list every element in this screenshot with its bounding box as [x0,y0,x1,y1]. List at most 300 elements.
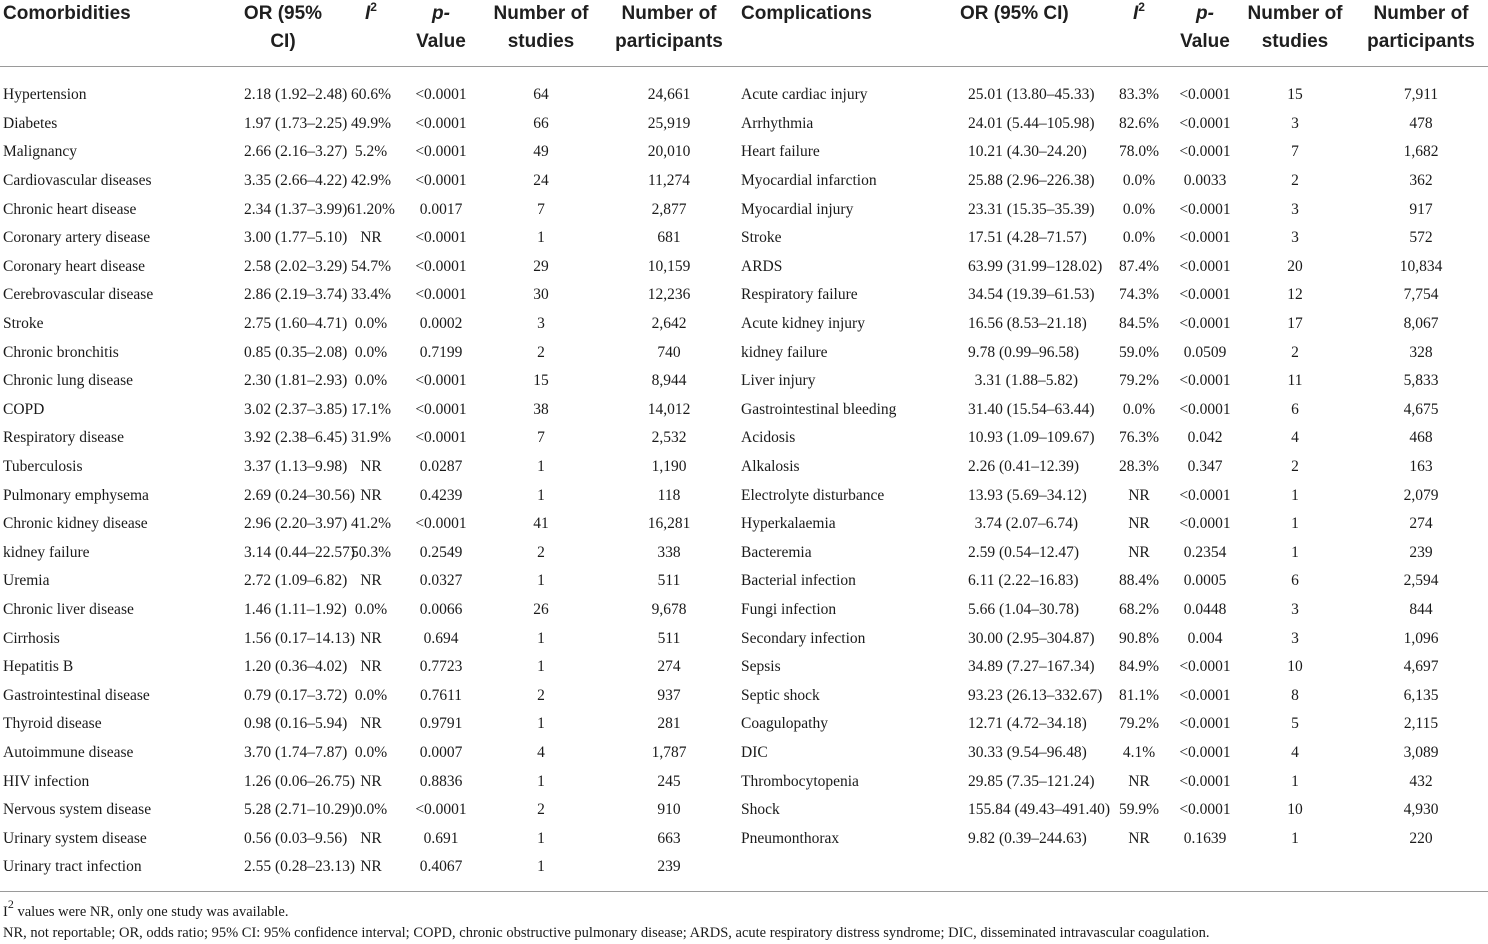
comorbidity-studies: 2 [537,801,545,819]
table-row [0,367,1488,396]
complication-studies: 15 [1287,86,1303,104]
table-row [0,424,1488,453]
comorbidity-or-ci: 0.79 (0.17–3.72) [244,686,348,704]
complication-or-ci: 2.26 (0.41–12.39) [968,458,1080,476]
complication-or-ci [968,853,1084,882]
complication-name: Alkalosis [741,458,800,476]
comorbidity-or-ci: 2.66 (2.16–3.27) [244,143,348,161]
comorbidity-p-value: <0.0001 [415,143,467,161]
comorbidity-name: HIV infection [3,772,90,790]
complication-p-value: <0.0001 [1179,658,1231,676]
comorbidity-name: Coronary artery disease [3,229,151,247]
complication-name: Hyperkalaemia [741,515,836,533]
comorbidity-or-ci: 0.85 (0.35–2.08) [244,343,348,361]
complication-name: Myocardial injury [741,200,854,218]
comorbidity-name: Stroke [3,315,44,333]
comorbidity-name: Tuberculosis [3,458,83,476]
comorbidity-studies: 38 [533,400,549,418]
complication-p-value: 0.0033 [1183,172,1227,190]
complication-name: Electrolyte disturbance [741,486,885,504]
complication-or-ci: 24.01 (5.44–105.98) [968,114,1095,132]
complication-p-value: 0.004 [1187,629,1223,647]
comorbidity-i2: 0.0% [354,801,388,819]
comorbidity-participants: 910 [657,801,681,819]
complication-i2: 0.0% [1122,200,1156,218]
complication-name: Stroke [741,229,782,247]
comorbidity-i2: 0.0% [354,315,388,333]
header-studies-left-line1: Number of [493,3,589,24]
complication-name: kidney failure [741,343,828,361]
comorbidity-name: Urinary system disease [3,829,147,847]
complication-studies: 10 [1287,658,1303,676]
complication-or-ci: 9.82 (0.39–244.63) [968,829,1087,847]
comorbidity-p-value: 0.7199 [419,343,463,361]
complication-p-value: <0.0001 [1179,114,1231,132]
comorbidity-p-value: 0.0327 [419,572,463,590]
table-row [0,110,1488,139]
complication-studies: 1 [1291,515,1299,533]
complication-p-value: <0.0001 [1179,286,1231,304]
table-row [0,681,1488,710]
comorbidity-participants: 25,919 [647,114,691,132]
complication-i2: 78.0% [1118,143,1160,161]
complication-studies: 2 [1291,172,1299,190]
table-row [0,710,1488,739]
header-studies-right [1236,0,1354,67]
complication-studies: 1 [1291,543,1299,561]
complication-name: ARDS [741,257,783,275]
comorbidity-name: Cerebrovascular disease [3,286,154,304]
comorbidity-i2: NR [360,772,382,790]
header-p-value-right [1164,0,1236,67]
comorbidity-name: Chronic liver disease [3,600,134,618]
table-row [0,195,1488,224]
complication-name: Liver injury [741,372,816,390]
comorbidity-participants: 12,236 [647,286,691,304]
table-row [0,853,1488,882]
complication-name: Pneumonthorax [741,829,840,847]
footnote-abbreviations: NR, not reportable; OR, odds ratio; 95% CI: 95% confidence interval; COPD, chronic obstructive pulmonary disease; ARDS, acute respiratory distress syndrome; DIC, disseminated intravascular coagulation. [3,925,1210,941]
comorbidity-or-ci: 3.70 (1.74–7.87) [244,743,348,761]
comorbidity-or-ci: 3.00 (1.77–5.10) [244,229,348,247]
header-p-value-left [406,0,476,67]
complication-i2: 0.0% [1122,400,1156,418]
comorbidity-name: Urinary tract infection [3,858,142,876]
comorbidity-i2: 61.20% [347,200,395,218]
complication-i2: NR [1128,543,1150,561]
comorbidity-participants: 740 [657,343,681,361]
complication-p-value: <0.0001 [1179,200,1231,218]
complication-p-value: <0.0001 [1179,372,1231,390]
complication-participants: 362 [1409,172,1433,190]
complication-name: Thrombocytopenia [741,772,859,790]
comorbidity-or-ci: 0.56 (0.03–9.56) [244,829,348,847]
complication-or-ci: 34.54 (19.39–61.53) [968,286,1095,304]
table-row [0,224,1488,253]
complication-p-value: 0.0005 [1183,572,1227,590]
header-participants-left-line1: Number of [621,3,717,24]
comorbidity-p-value: 0.4067 [419,858,463,876]
comorbidity-or-ci: 1.56 (0.17–14.13) [244,629,356,647]
complication-or-ci: 5.66 (1.04–30.78) [968,600,1080,618]
complication-or-ci: 16.56 (8.53–21.18) [968,315,1087,333]
comorbidity-i2: NR [360,658,382,676]
complication-studies: 3 [1291,114,1299,132]
complication-name: Bacteremia [741,543,812,561]
complication-studies: 5 [1291,715,1299,733]
comorbidity-participants: 663 [657,829,681,847]
complication-studies: 6 [1291,572,1299,590]
complication-studies: 4 [1291,429,1299,447]
comorbidity-participants: 681 [657,229,681,247]
comorbidity-studies: 1 [537,715,545,733]
comorbidity-p-value: 0.0287 [419,458,463,476]
complication-studies: 6 [1291,400,1299,418]
complication-studies: 2 [1291,458,1299,476]
comorbidity-or-ci: 2.75 (1.60–4.71) [244,315,348,333]
comorbidity-name: Cardiovascular diseases [3,172,152,190]
complication-i2 [1084,853,1164,882]
complication-studies: 2 [1291,343,1299,361]
complication-or-ci: 25.88 (2.96–226.38) [968,172,1095,190]
comorbidity-participants: 274 [657,658,681,676]
comorbidity-i2: NR [360,229,382,247]
comorbidity-name: Cirrhosis [3,629,60,647]
header-or-ci-left: OR (95% CI) [178,0,328,67]
complication-or-ci: 93.23 (26.13–332.67) [968,686,1103,704]
complication-name: Sepsis [741,658,781,676]
complication-or-ci: 17.51 (4.28–71.57) [968,229,1087,247]
comorbidity-or-ci: 2.18 (1.92–2.48) [244,86,348,104]
comorbidity-name: Chronic kidney disease [3,515,148,533]
comorbidity-studies: 1 [537,572,545,590]
complication-i2: 83.3% [1118,86,1160,104]
complication-participants: 5,833 [1403,372,1439,390]
complication-or-ci: 12.71 (4.72–34.18) [968,715,1087,733]
comorbidity-or-ci: 1.20 (0.36–4.02) [244,658,348,676]
comorbidity-studies: 2 [537,343,545,361]
header-participants-right-line1: Number of [1373,3,1469,24]
comorbidity-p-value: 0.7611 [419,686,463,704]
comorbidity-participants: 24,661 [647,86,691,104]
comorbidity-name: Hypertension [3,86,87,104]
complication-participants: 468 [1409,429,1433,447]
comorbidity-or-ci: 2.96 (2.20–3.97) [244,515,348,533]
comorbidity-participants: 14,012 [647,400,691,418]
complication-studies: 3 [1291,629,1299,647]
complication-participants: 8,067 [1403,315,1439,333]
comorbidity-p-value: 0.0017 [419,200,463,218]
comorbidity-or-ci: 3.14 (0.44–22.57) [244,543,356,561]
comorbidity-studies: 30 [533,286,549,304]
complication-or-ci: 29.85 (7.35–121.24) [968,772,1095,790]
header-participants-left [606,0,732,67]
complication-name: Secondary infection [741,629,866,647]
complication-participants: 220 [1409,829,1433,847]
comorbidity-or-ci: 3.02 (2.37–3.85) [244,400,348,418]
comorbidity-studies: 24 [533,172,549,190]
comorbidity-or-ci: 3.35 (2.66–4.22) [244,172,348,190]
table-row [0,596,1488,625]
comorbidity-participants: 239 [657,858,681,876]
comorbidity-or-ci: 0.98 (0.16–5.94) [244,715,348,733]
comorbidity-i2: 54.7% [350,257,392,275]
complication-name [732,853,968,882]
complication-p-value: 0.0448 [1183,600,1227,618]
comorbidity-or-ci: 3.37 (1.13–9.98) [244,458,348,476]
comorbidity-studies: 1 [537,658,545,676]
complication-participants: 1,096 [1403,629,1439,647]
complication-i2: 79.2% [1118,715,1160,733]
header-studies-right-line2: studies [1261,31,1329,52]
footnote-i2-sup: 2 [7,897,14,911]
complication-p-value: <0.0001 [1179,801,1231,819]
complication-participants: 478 [1409,114,1433,132]
comorbidity-studies: 1 [537,858,545,876]
comorbidity-name: Diabetes [3,114,58,132]
comorbidity-p-value: <0.0001 [415,172,467,190]
comorbidity-i2: 0.0% [354,600,388,618]
complication-or-ci: 155.84 (49.43–491.40) [968,801,1111,819]
comorbidity-i2: NR [360,458,382,476]
complication-or-ci: 30.00 (2.95–304.87) [968,629,1095,647]
header-i2-left [328,0,406,67]
complication-studies [1236,853,1354,882]
complication-or-ci: 23.31 (15.35–35.39) [968,200,1095,218]
complication-p-value: <0.0001 [1179,229,1231,247]
complication-i2: NR [1128,486,1150,504]
complication-or-ci: 3.31 (1.88–5.82) [974,372,1078,390]
footnote-i2-text: values were NR, only one study was available. [13,904,289,920]
complication-studies: 10 [1287,801,1303,819]
complication-studies: 11 [1287,372,1303,390]
complication-i2: 68.2% [1118,600,1160,618]
complication-i2: 76.3% [1118,429,1160,447]
header-complications: Complications [732,0,968,67]
complication-or-ci: 10.93 (1.09–109.67) [968,429,1095,447]
comorbidity-or-ci: 2.30 (1.81–2.93) [244,372,348,390]
comorbidity-participants: 9,678 [651,600,687,618]
complication-p-value: <0.0001 [1179,715,1231,733]
comorbidity-participants: 245 [657,772,681,790]
complication-name: DIC [741,743,768,761]
table-row [0,624,1488,653]
comorbidity-p-value: 0.0007 [419,743,463,761]
comorbidity-participants: 338 [657,543,681,561]
complication-participants: 2,115 [1403,715,1439,733]
comorbidity-p-value: 0.9791 [419,715,463,733]
table-row [0,67,1488,110]
comorbidity-or-ci: 1.26 (0.06–26.75) [244,772,356,790]
comorbidity-p-value: 0.2549 [419,543,463,561]
complication-name: Myocardial infarction [741,172,877,190]
complication-participants: 917 [1409,200,1433,218]
comorbidity-or-ci: 2.55 (0.28–23.13) [244,858,356,876]
comorbidity-participants: 2,642 [651,315,687,333]
header-studies-left [476,0,606,67]
comorbidity-or-ci: 2.69 (0.24–30.56) [244,486,356,504]
comorbidity-participants: 8,944 [651,372,687,390]
comorbidity-p-value: <0.0001 [415,515,467,533]
comorbidity-p-value: 0.694 [423,629,459,647]
complication-p-value: 0.2354 [1183,543,1227,561]
comorbidity-name: Thyroid disease [3,715,102,733]
comorbidity-participants: 118 [657,486,681,504]
complication-name: Acute kidney injury [741,315,865,333]
comorbidity-p-value: <0.0001 [415,257,467,275]
comorbidity-name: Pulmonary emphysema [3,486,149,504]
comorbidity-studies: 1 [537,772,545,790]
complication-i2: 79.2% [1118,372,1160,390]
comorbidity-i2: 42.9% [350,172,392,190]
complication-participants: 1,682 [1403,143,1439,161]
table-row [0,138,1488,167]
complication-studies: 12 [1287,286,1303,304]
comorbidity-i2: 17.1% [350,400,392,418]
complication-participants: 7,754 [1403,286,1439,304]
comorbidity-studies: 1 [537,629,545,647]
comorbidity-or-ci: 2.58 (2.02–3.29) [244,257,348,275]
complication-studies: 20 [1287,257,1303,275]
comorbidity-participants: 511 [657,629,681,647]
complication-name: Septic shock [741,686,820,704]
comorbidity-i2: 33.4% [350,286,392,304]
complication-or-ci: 63.99 (31.99–128.02) [968,257,1103,275]
complication-p-value [1164,853,1236,882]
complication-studies: 3 [1291,229,1299,247]
complication-studies: 1 [1291,772,1299,790]
comorbidity-p-value: 0.0002 [419,315,463,333]
comorbidity-i2: NR [360,858,382,876]
comorbidity-or-ci: 5.28 (2.71–10.29) [244,801,356,819]
table-row [0,567,1488,596]
table-row [0,739,1488,768]
complication-p-value: <0.0001 [1179,515,1231,533]
comorbidity-participants: 937 [657,686,681,704]
complication-name: Gastrointestinal bleeding [741,400,897,418]
header-participants-right [1354,0,1488,67]
comorbidity-name: kidney failure [3,543,90,561]
complication-i2: 87.4% [1118,257,1160,275]
complication-participants: 163 [1409,458,1433,476]
comorbidity-or-ci: 2.34 (1.37–3.99) [244,200,348,218]
complication-i2: 82.6% [1118,114,1160,132]
table-row [0,796,1488,825]
comorbidity-i2: 41.2% [350,515,392,533]
complication-participants: 6,135 [1403,686,1439,704]
comorbidity-participants: 2,877 [651,200,687,218]
complication-or-ci: 2.59 (0.54–12.47) [968,543,1080,561]
comorbidity-i2: 0.0% [354,743,388,761]
comorbidity-participants: 2,532 [651,429,687,447]
comorbidity-participants: 281 [657,715,681,733]
comorbidity-participants: 20,010 [647,143,691,161]
complication-or-ci: 9.78 (0.99–96.58) [968,343,1080,361]
header-i2-right-base: I [1133,3,1139,24]
comorbidity-p-value: 0.4239 [419,486,463,504]
comorbidity-studies: 1 [537,486,545,504]
complication-p-value: <0.0001 [1179,743,1231,761]
comorbidity-i2: NR [360,829,382,847]
comorbidity-i2: 49.9% [350,114,392,132]
comorbidity-studies: 4 [537,743,545,761]
complication-studies: 3 [1291,600,1299,618]
complication-p-value: <0.0001 [1179,315,1231,333]
complication-i2: 0.0% [1122,229,1156,247]
comorbidity-studies: 1 [537,229,545,247]
comorbidity-participants: 1,787 [651,743,687,761]
comorbidity-p-value: <0.0001 [415,286,467,304]
complication-p-value: 0.0509 [1183,343,1227,361]
complication-i2: 74.3% [1118,286,1160,304]
comorbidity-studies: 1 [537,829,545,847]
comorbidity-name: COPD [3,400,45,418]
header-studies-left-line2: studies [507,31,575,52]
comorbidity-or-ci: 1.46 (1.11–1.92) [244,600,347,618]
comorbidity-name: Uremia [3,572,50,590]
complication-name: Shock [741,801,780,819]
comorbidity-p-value: <0.0001 [415,229,467,247]
table-row [0,453,1488,482]
comorbidity-studies: 3 [537,315,545,333]
table-row [0,396,1488,425]
header-p-right-line2: Value [1180,31,1230,52]
complication-or-ci: 3.74 (2.07–6.74) [974,515,1078,533]
complication-i2: 84.5% [1118,315,1160,333]
complication-or-ci: 34.89 (7.27–167.34) [968,658,1095,676]
table-row [0,310,1488,339]
table-row [0,338,1488,367]
comorbidity-participants: 11,274 [647,172,691,190]
complication-i2: 4.1% [1122,743,1156,761]
table-row [0,481,1488,510]
table-row [0,824,1488,853]
complication-studies: 7 [1291,143,1299,161]
complication-participants: 2,594 [1403,572,1439,590]
comorbidity-studies: 41 [533,515,549,533]
comorbidity-participants: 511 [657,572,681,590]
comorbidity-name: Malignancy [3,143,78,161]
comorbidity-studies: 7 [537,200,545,218]
header-participants-left-line2: participants [615,31,723,52]
comorbidity-participants: 1,190 [651,458,687,476]
comorbidity-participants: 16,281 [647,515,691,533]
complication-participants: 2,079 [1403,486,1439,504]
complication-or-ci: 31.40 (15.54–63.44) [968,400,1095,418]
comorbidity-p-value: 0.0066 [419,600,463,618]
complication-name: Arrhythmia [741,114,814,132]
footnote-i2 [3,897,1209,923]
comorbidity-i2: NR [360,486,382,504]
comorbidity-name: Nervous system disease [3,801,152,819]
complication-participants: 3,089 [1403,743,1439,761]
complication-name: Bacterial infection [741,572,856,590]
complication-p-value: <0.0001 [1179,486,1231,504]
comorbidity-name: Chronic heart disease [3,200,137,218]
complication-studies: 1 [1291,486,1299,504]
table-row [0,539,1488,568]
complication-studies: 4 [1291,743,1299,761]
comorbidity-p-value: 0.691 [423,829,459,847]
comorbidity-i2: 0.0% [354,343,388,361]
complication-i2: 59.0% [1118,343,1160,361]
comorbidity-studies: 64 [533,86,549,104]
comorbidity-name: Chronic lung disease [3,372,134,390]
comorbidity-studies: 2 [537,686,545,704]
complication-or-ci: 30.33 (9.54–96.48) [968,743,1087,761]
table-header-row [0,0,1488,67]
comorbidity-participants: 10,159 [647,257,691,275]
